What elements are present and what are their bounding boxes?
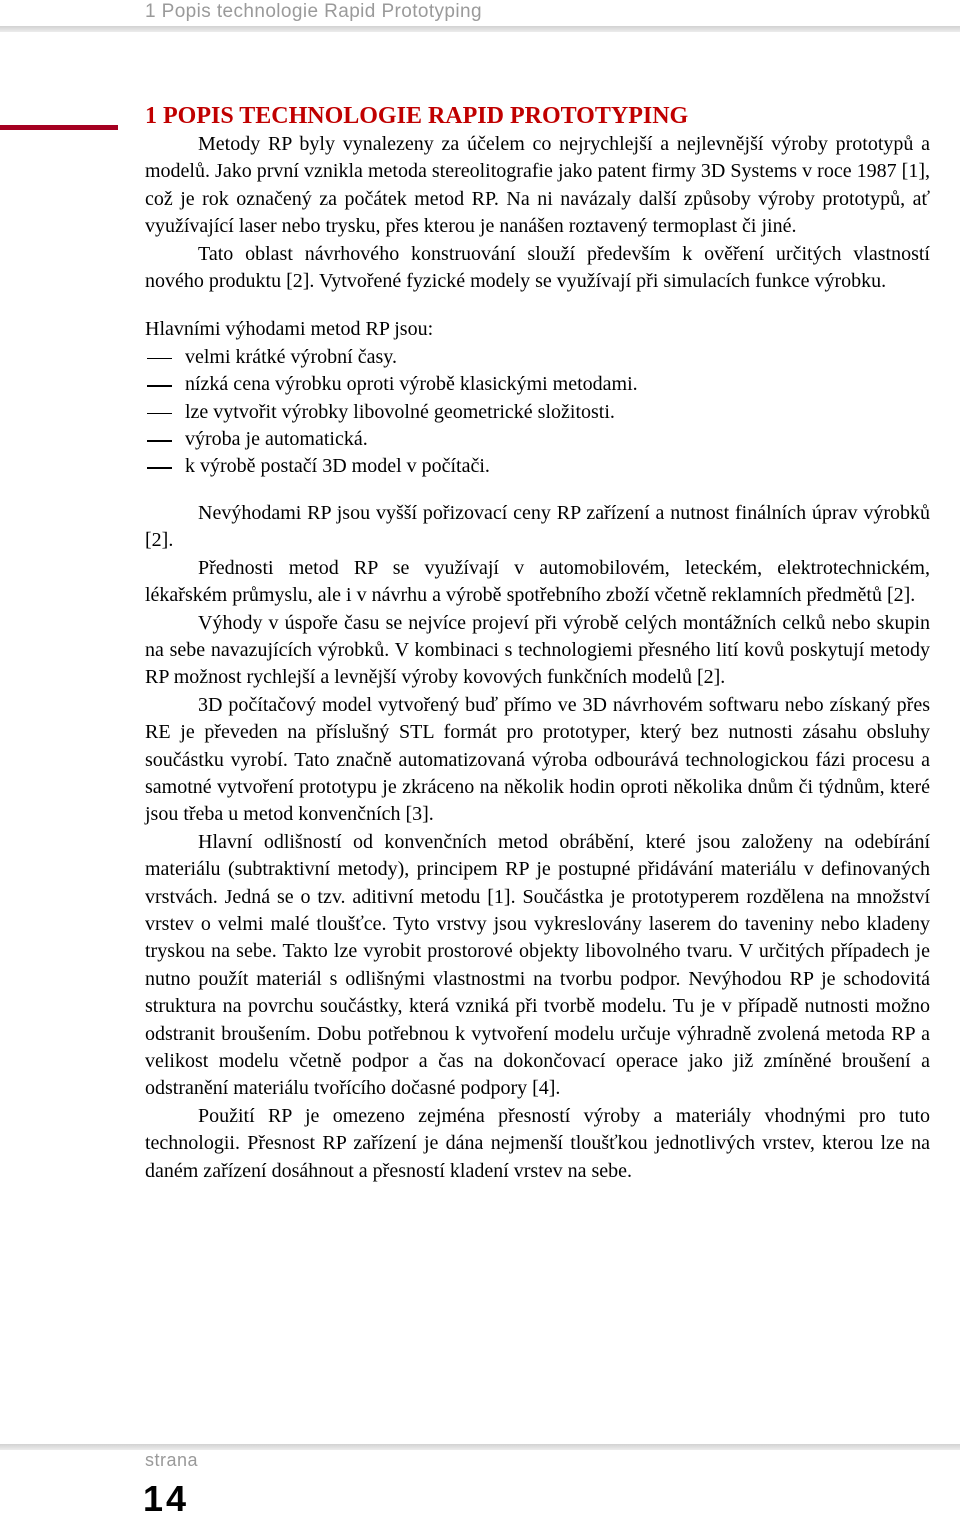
list-item [145,453,930,480]
body-paragraph-3: Výhody v úspoře času se nejvíce projeví při výrobě celých montážních celků nebo skupin na sebe navazujících výrobků. V kombinaci s technologiemi přesného lití kovů poskytují metody RP možnost rychlejší a levnější výroby kovových funkčních modelů [2]. [145,611,930,689]
chapter-heading: 1 POPIS TECHNOLOGIE RAPID PROTOTYPING [145,103,689,129]
heading-accent-bar [0,125,118,130]
dash-bullet-icon [147,358,172,360]
footer-rule [0,1444,960,1450]
dash-bullet-icon [147,385,172,387]
spacer [145,295,930,316]
body-paragraph-6: Použití RP je omezeno zejména přesností výroby a materiály vhodnými pro tuto technologii. Přesnost RP zařízení je dána nejmenší tloušťkou jednotlivých vrstev, kterou lze na daném zařízení dosáhnout a přesností kladení vrstev na sebe. [145,1104,930,1182]
intro-paragraph-2: Tato oblast návrhového konstruování slouží především k ověření určitých vlastností nového produktu [2]. Vytvořené fyzické modely se využívají při simulacích funkce výrobku. [145,242,930,293]
intro-paragraph-1: Metody RP byly vynalezeny za účelem co nejrychlejší a nejlevnější výroby prototypů a modelů. Jako první vznikla metoda stereolitografie jako patent firmy 3D Systems v roce 1987 [1], což je rok označený za počátek metod RP. Na ni navázaly další způsoby výroby prototypů, ať využívající laser nebo trysku, přes kterou je nanášen roztavený termoplast či jiné. [145,133,930,238]
body-paragraph-1: Nevýhodami RP jsou vyšší pořizovací ceny RP zařízení a nutnost finálních úprav výrobků [2]. [145,501,930,552]
list-item-text: k výrobě postačí 3D model v počítači. [185,455,490,478]
dash-bullet-icon [147,413,172,415]
dash-bullet-icon [147,467,172,469]
body-paragraph-2: Přednosti metod RP se využívají v automobilovém, leteckém, elektrotechnickém, lékařském průmyslu, ale i v návrhu a výrobě spotřebního zboží včetně reklamních předmětů [2]. [145,556,930,607]
list-item-text: velmi krátké výrobní časy. [185,345,397,368]
list-item-text: nízká cena výrobku oproti výrobě klasickými metodami. [185,373,638,396]
list-item [145,344,930,371]
page-content [145,131,930,1185]
list-item-text: lze vytvořit výrobky libovolné geometrické složitosti. [185,400,615,423]
header-rule [0,26,960,32]
body-paragraph-4: 3D počítačový model vytvořený buď přímo ve 3D návrhovém softwaru nebo získaný přes RE je převeden na příslušný STL formát pro prototyper, který bez nutnosti zásahu obsluhy součástku vyrobí. Tato značně automatizovaná výroba odbourává technologickou fázi procesu a samotné vytvoření prototypu je zkráceno na několik hodin oproti několika dnům či týdnům, které jsou třeba u metod konvenčních [3]. [145,693,930,826]
list-item-text: výroba je automatická. [185,428,368,451]
running-header: 1 Popis technologie Rapid Prototyping [145,1,482,22]
body-paragraph-5: Hlavní odlišností od konvenčních metod obrábění, které jsou založeny na odebírání materiálu (subtraktivní metody), principem RP je postupné přidávání materiálu v definovaných vrstvách. Jedná se o tzv. aditivní metodu [1]. Součástka je prototyperem rozdělena na množství vrstev o velmi malé tloušťce. Tyto vrstvy jsou vykreslovány laserem do taveniny nebo kladeny tryskou na sebe. Takto lze vyrobit prostorové objekty libovolného tvaru. V určitých případech je nutno použít materiál s odlišnými vlastnostmi na tvorbu podpor. Nevýhodou RP je schodovitá struktura na povrchu součástky, která vzniká při tvorbě modelu. Tu je v případě nutnosti možno odstranit broušením. Dobu potřebnou k vytvoření modelu určuje výhradně zvolená metoda RP a velikost modelu včetně podpor a čas na dokončovací operace jako již zmíněné broušení a odstranění materiálu tvořícího dočasné podpory [4]. [145,830,930,1100]
spacer [145,481,930,500]
list-item [145,426,930,453]
advantages-heading: Hlavními výhodami metod RP jsou: [145,318,434,341]
list-item [145,399,930,426]
page-number: 14 [143,1478,190,1519]
list-item [145,371,930,398]
dash-bullet-icon [147,440,172,442]
page-label: strana [145,1450,199,1470]
advantages-list [145,344,930,481]
